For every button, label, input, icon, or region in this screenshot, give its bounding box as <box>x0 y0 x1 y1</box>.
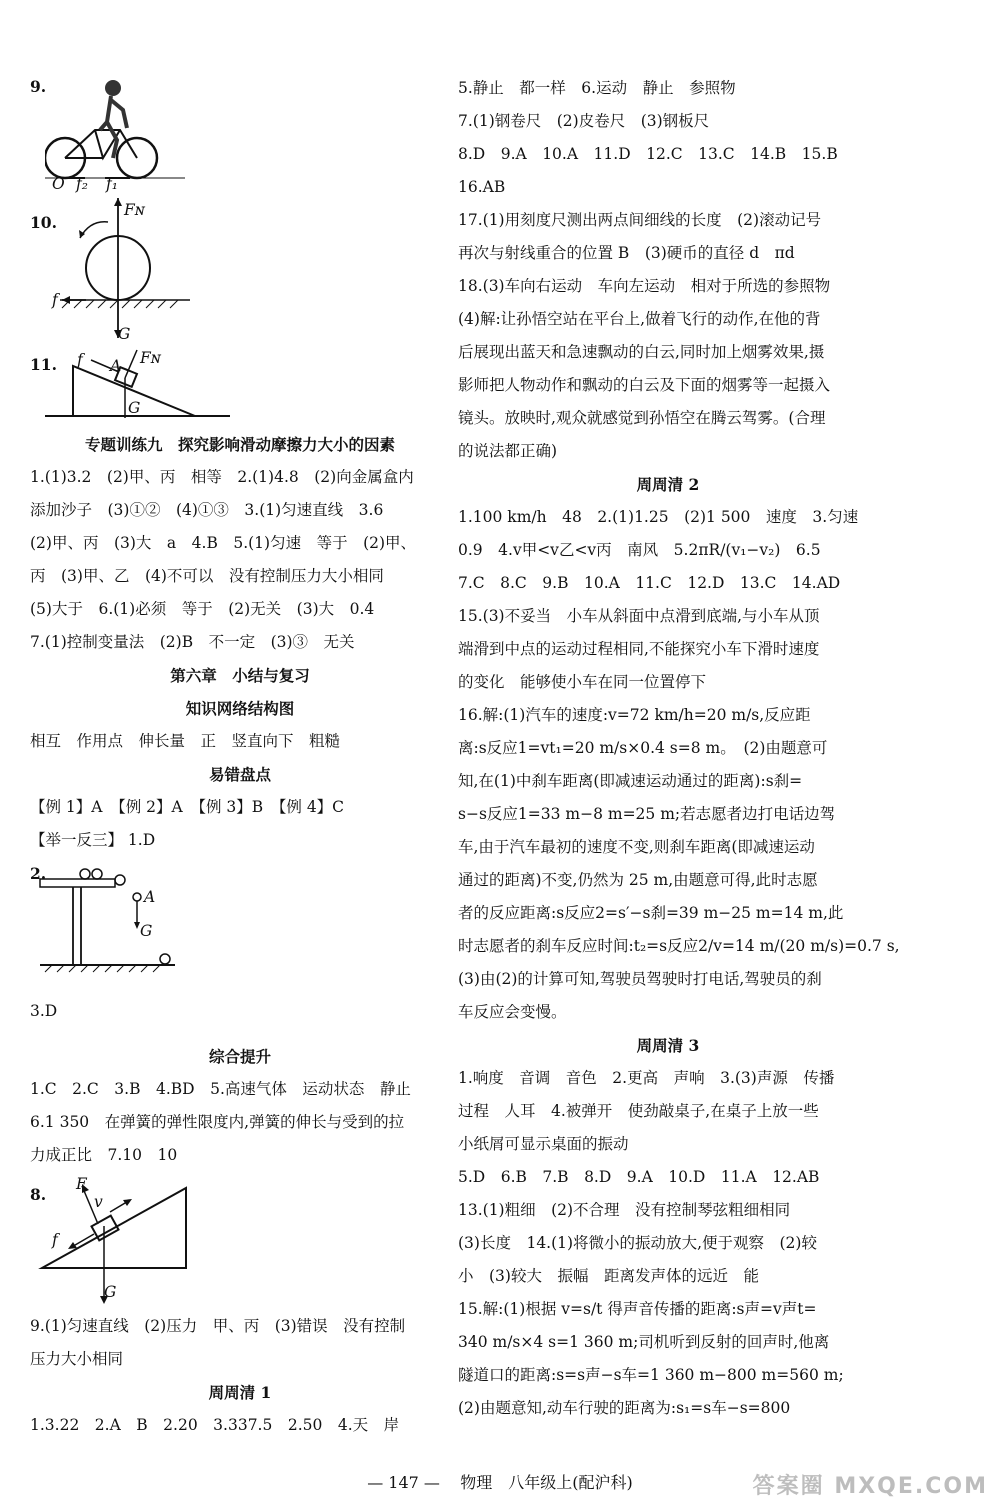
book-subject: 物理 八年级上(配沪科) <box>460 1473 633 1492</box>
answer-line: (3)由(2)的计算可知,驾驶员驾驶时打电话,驾驶员的刹 <box>458 970 822 988</box>
section-heading-weekly-2: 周周清 2 <box>636 475 700 494</box>
q8-number: 8. <box>30 1185 47 1204</box>
answer-line: 16.解:(1)汽车的速度:v=72 km/h=20 m/s,反应距 <box>458 706 811 724</box>
answer-line: 添加沙子 (3)①② (4)①③ 3.(1)匀速直线 3.6 <box>30 501 384 519</box>
answer-line: 隧道口的距离:s=s声−s车=1 360 m−800 m=560 m; <box>458 1366 844 1384</box>
answer-q3: 3.D <box>30 1002 58 1020</box>
answer-line: 340 m/s×4 s=1 360 m;司机听到反射的回声时,他离 <box>458 1333 830 1351</box>
section-heading-knowledge: 知识网络结构图 <box>185 699 295 718</box>
answer-line: 离:s反应1=vt₁=20 m/s×0.4 s=8 m。 (2)由题意可 <box>458 739 828 757</box>
answer-line: 的变化 能够使小车在同一位置停下 <box>458 673 707 691</box>
q11-number: 11. <box>30 355 57 374</box>
answer-line: 后展现出蓝天和急速飘动的白云,同时加上烟雾效果,摄 <box>458 343 825 361</box>
q2-number: 2. <box>30 864 47 883</box>
answer-line: (4)解:让孙悟空站在平台上,做着飞行的动作,在他的背 <box>458 310 821 328</box>
answer-line: 丙 (3)甲、乙 (4)不可以 没有控制压力大小相同 <box>30 567 384 585</box>
left-column <box>30 70 450 1442</box>
q9-label-f2: f₂ <box>76 175 88 193</box>
q11-label-fn: Fɴ <box>140 349 161 367</box>
answer-line: 知,在(1)中刹车距离(即减速运动通过的距离):s刹= <box>458 772 803 790</box>
q9-label-f1: f₁ <box>106 175 118 193</box>
section-heading-comprehensive: 综合提升 <box>208 1047 271 1066</box>
q9-label-o: O <box>52 175 65 193</box>
answer-line: 1.(1)3.2 (2)甲、丙 相等 2.(1)4.8 (2)向金属盒内 <box>30 468 414 486</box>
chapter-heading: 第六章 小结与复习 <box>170 666 310 685</box>
answer-line: 1.100 km/h 48 2.(1)1.25 (2)1 500 速度 3.匀速 <box>458 508 859 526</box>
answer-line: 车反应会变慢。 <box>458 1003 567 1021</box>
q2-label-g: G <box>140 922 153 940</box>
section-heading-weekly-3: 周周清 3 <box>636 1036 700 1055</box>
answer-line: 8.D 9.A 10.A 11.D 12.C 13.C 14.B 15.B <box>458 145 838 163</box>
answer-line: 15.解:(1)根据 v=s/t 得声音传播的距离:s声=v声t= <box>458 1300 817 1318</box>
examples-line: 【例 1】A 【例 2】A 【例 3】B 【例 4】C <box>30 798 345 816</box>
knowledge-line: 相互 作用点 伸长量 正 竖直向下 粗糙 <box>30 732 341 750</box>
answer-line: 6.1 350 在弹簧的弹性限度内,弹簧的伸长与受到的拉 <box>30 1113 405 1131</box>
answer-line: 力成正比 7.10 10 <box>30 1146 178 1164</box>
q11-label-g: G <box>128 399 141 417</box>
answer-line: 7.(1)控制变量法 (2)B 不一定 (3)③ 无关 <box>30 633 355 651</box>
answer-line: 者的反应距离:s反应2=s′−s刹=39 m−25 m=14 m,此 <box>458 904 844 922</box>
answer-line: 1.C 2.C 3.B 4.BD 5.高速气体 运动状态 静止 <box>30 1080 411 1098</box>
answer-line: 5.D 6.B 7.B 8.D 9.A 10.D 11.A 12.AB <box>458 1168 820 1186</box>
answer-line: (5)大于 6.(1)必须 等于 (2)无关 (3)大 0.4 <box>30 600 375 618</box>
answer-line: 车,由于汽车最初的速度不变,则刹车距离(即减速运动 <box>458 838 815 856</box>
q11-figure <box>30 348 450 428</box>
answer-line: 影师把人物动作和飘动的白云及下面的烟雾等一起摄入 <box>458 376 831 394</box>
q8-figure <box>30 1172 450 1310</box>
answer-line: 15.(3)不妥当 小车从斜面中点滑到底端,与小车从顶 <box>458 607 820 625</box>
q9-number: 9. <box>30 77 47 96</box>
answer-line: 镜头。放映时,观众就感觉到孙悟空在腾云驾雾。(合理 <box>458 409 826 427</box>
page-number: — 147 — <box>367 1473 440 1492</box>
right-column <box>458 72 900 1425</box>
q11-label-f: f <box>77 351 83 369</box>
pole-ball-diagram <box>35 867 205 987</box>
q10-figure <box>30 198 450 348</box>
answer-line: 通过的距离)不变,仍然为 25 m,由题意可得,此时志愿 <box>458 871 818 889</box>
answer-line: 小纸屑可显示桌面的振动 <box>458 1135 629 1153</box>
answer-line: 5.静止 都一样 6.运动 静止 参照物 <box>458 79 736 97</box>
section-heading-errors: 易错盘点 <box>208 765 271 784</box>
answer-line: 0.9 4.v甲<v乙<v丙 南风 5.2πR/(v₁−v₂) 6.5 <box>458 541 821 559</box>
q10-label-fn: Fɴ <box>124 201 145 219</box>
watermark: 答案圈 MXQE.COM <box>752 1474 988 1499</box>
answer-line: 时志愿者的刹车反应时间:t₂=s反应2/v=14 m/(20 m/s)=0.7 s, <box>458 937 900 955</box>
answer-line: 的说法都正确) <box>458 442 558 460</box>
answer-line: s−s反应1=33 m−8 m=25 m;若志愿者边打电话边驾 <box>458 805 836 823</box>
q2-figure <box>30 857 450 977</box>
q10-number: 10. <box>30 213 57 232</box>
answer-line: 13.(1)粗细 (2)不合理 没有控制琴弦粗细相同 <box>458 1201 791 1219</box>
answer-line: 小 (3)较大 振幅 距离发声体的远近 能 <box>458 1267 759 1285</box>
answer-line: (3)长度 14.(1)将微小的振动放大,便于观察 (2)较 <box>458 1234 817 1252</box>
q2-label-a: A <box>144 888 156 906</box>
answer-line: (2)甲、丙 (3)大 a 4.B 5.(1)匀速 等于 (2)甲、 <box>30 534 417 552</box>
answer-line: 9.(1)匀速直线 (2)压力 甲、丙 (3)错误 没有控制 <box>30 1317 406 1335</box>
answer-line: 16.AB <box>458 178 506 196</box>
answer-line: 7.C 8.C 9.B 10.A 11.C 12.D 13.C 14.AD <box>458 574 841 592</box>
q11-label-a: A <box>110 357 122 375</box>
answer-line: 17.(1)用刻度尺测出两点间细线的长度 (2)滚动记号 <box>458 211 822 229</box>
answer-line: 过程 人耳 4.被弹开 使劲敲桌子,在桌子上放一些 <box>458 1102 819 1120</box>
incline-forces-diagram <box>38 1176 208 1314</box>
q8-label-v: v <box>94 1193 103 1211</box>
q8-label-f: f <box>52 1231 58 1249</box>
answer-line: 压力大小相同 <box>30 1350 124 1368</box>
q10-label-g: G <box>118 325 131 343</box>
extend-line: 【举一反三】 1.D <box>30 831 156 849</box>
answer-line: 1.3.22 2.A B 2.20 3.337.5 2.50 4.天 岸 <box>30 1416 400 1434</box>
section-heading-weekly-1: 周周清 1 <box>208 1383 272 1402</box>
answer-line: (2)由题意知,动车行驶的距离为:s₁=s车−s=800 <box>458 1399 791 1417</box>
q10-label-f: f <box>52 291 58 309</box>
answer-line: 1.响度 音调 音色 2.更高 声响 3.(3)声源 传播 <box>458 1069 835 1087</box>
answer-line: 端滑到中点的运动过程相同,不能探究小车下滑时速度 <box>458 640 820 658</box>
answer-line: 18.(3)车向右运动 车向左运动 相对于所选的参照物 <box>458 277 831 295</box>
section-heading-1: 专题训练九 探究影响滑动摩擦力大小的因素 <box>84 435 395 454</box>
q9-figure <box>30 70 450 198</box>
answer-line: 7.(1)钢卷尺 (2)皮卷尺 (3)钢板尺 <box>458 112 710 130</box>
answer-line: 再次与射线重合的位置 B (3)硬币的直径 d πd <box>458 244 795 262</box>
q8-label-g: G <box>104 1283 117 1301</box>
q8-label-F: F <box>76 1175 87 1193</box>
